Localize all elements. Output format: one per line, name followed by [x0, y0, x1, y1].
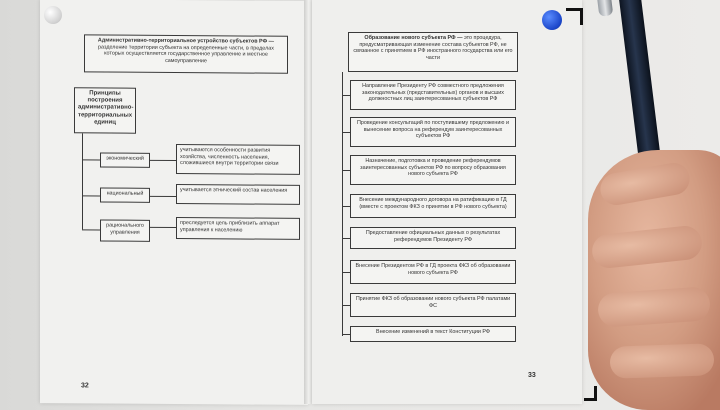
connector-national	[150, 196, 176, 197]
step-2: Проведение консультаций по поступившему предложению и вынесение вопроса на референдум заинтересованных субъектов РФ	[350, 117, 516, 147]
step-connector-4	[342, 206, 350, 207]
connector-rational	[150, 227, 176, 228]
blue-pushpin	[542, 10, 562, 30]
connector-h1	[82, 159, 100, 160]
step-connector-2	[342, 132, 350, 133]
left-page	[40, 0, 308, 405]
step-1: Направление Президенту РФ совместного предложения законодательных (представительных) органов и высших должностных лиц заинтересованных субъектов РФ	[350, 80, 516, 110]
step-connector-7	[342, 305, 350, 306]
connector-h2	[82, 195, 100, 196]
description-rational: преследуется цель приблизить аппарат управления к населению	[176, 217, 300, 240]
white-pushpin	[44, 6, 62, 24]
right-page	[312, 0, 582, 404]
left-title: Административно-территориальное устройство субъектов РФ —	[97, 37, 275, 45]
step-7: Принятие ФКЗ об образовании нового субъекта РФ палатами ФС	[350, 293, 516, 317]
right-title-box	[348, 32, 518, 72]
step-connector-3	[342, 170, 350, 171]
connector-economic	[150, 160, 176, 161]
corner-mark-bottom	[584, 386, 597, 401]
step-5: Предоставление официальных данных о результатах референдумов Президенту РФ	[350, 227, 516, 249]
description-national: учитывается этнический состав населения	[176, 184, 300, 205]
step-6: Внесение Президентом РФ в ГД проекта ФКЗ об образовании нового субъекта РФ	[350, 260, 516, 284]
step-connector-6	[342, 272, 350, 273]
principle-national: национальный	[100, 187, 150, 202]
step-connector-8	[342, 334, 350, 335]
principle-rational: рационального управления	[100, 219, 150, 241]
left-title-box	[84, 34, 288, 73]
principles-box: Принципы построения административно-территориальных единиц	[74, 87, 136, 133]
step-4: Внесение международного договора на ратификацию в ГД (вместе с проектом ФКЗ о принятии в РФ нового субъекта)	[350, 194, 516, 218]
right-title: Образование нового субъекта РФ —	[364, 35, 463, 41]
connector-vertical	[82, 133, 83, 229]
step-8: Внесение изменений в текст Конституции РФ	[350, 326, 516, 342]
left-title-text: разделение территории субъекта на определенные части, в пределах которых осуществляется государственное управление и местное самоуправление	[98, 44, 274, 65]
steps-connector-vertical	[342, 72, 343, 336]
right-title-text: это процедура, предусматривающая изменение состава субъектов РФ, не связанное с принятием в РФ иностранного государства или его части	[353, 35, 513, 61]
principle-economic: экономический	[100, 152, 150, 167]
step-3: Назначение, подготовка и проведение референдумов заинтересованных субъектов РФ по вопросу образования нового субъекта РФ	[350, 155, 516, 185]
step-connector-5	[342, 238, 350, 239]
corner-mark-top	[566, 8, 583, 25]
pen-tip	[597, 0, 614, 17]
description-economic: учитываются особенности развития хозяйства, численность населения, сложившиеся внутри территории связи	[176, 144, 300, 175]
step-connector-1	[342, 95, 350, 96]
connector-h3	[82, 229, 100, 230]
right-page-number: 33	[528, 372, 536, 379]
finger-little	[609, 343, 714, 379]
left-page-number: 32	[81, 382, 89, 390]
